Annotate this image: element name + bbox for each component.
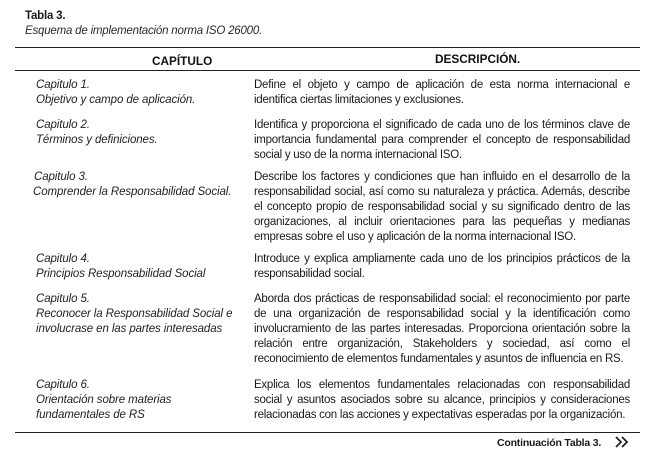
chapter-cell: [33, 378, 245, 423]
chapter-title: Comprender la Responsabilidad Social.: [33, 186, 232, 198]
chapter-number: Capitulo 3.: [34, 171, 88, 183]
chapter-cell: [33, 170, 248, 200]
top-rule: [15, 47, 640, 48]
header-description: DESCRIPCIÓN.: [435, 52, 521, 66]
chapter-title: Principios Responsabilidad Social: [36, 268, 206, 280]
chapter-title: Orientación sobre materias fundamentales de RS: [36, 394, 172, 421]
table-caption: Esquema de implementación norma ISO 26000.: [25, 25, 263, 37]
chapter-number: Capitulo 6.: [36, 379, 90, 391]
chapter-title: Reconocer la Responsabilidad Social e involucrase en las partes interesadas: [36, 308, 233, 335]
description-cell: Identifica y proporciona el significado de cada uno de los términos clave de importancia fundamental para comprender el concepto de responsabilidad social y uso de la norma internacional ISO.: [254, 119, 630, 161]
description-cell: Aborda dos prácticas de responsabilidad social: el reconocimiento por parte de una organización de responsabilidad social y la identificación como involucramiento de las partes interesadas. Proporciona orientación sobre la relación entre organización, Stakeholders y sociedad, así como el reconocimiento de elementos fundamentales y asuntos de influencia en RS.: [254, 293, 630, 365]
chapter-number: Capitulo 4.: [36, 253, 90, 265]
chapter-number: Capitulo 1.: [36, 79, 90, 91]
chapter-number: Capitulo 5.: [36, 293, 90, 305]
chapter-cell: [33, 78, 248, 108]
chapter-number: Capitulo 2.: [36, 119, 90, 131]
chapter-cell: [33, 118, 248, 148]
header-chapter: CAPÍTULO: [152, 54, 213, 68]
header-rule: [15, 70, 640, 71]
chapter-cell: [33, 252, 248, 282]
chapter-cell: [33, 292, 233, 337]
bottom-rule: [15, 432, 640, 433]
chapter-title: Objetivo y campo de aplicación.: [36, 94, 196, 106]
description-cell: Introduce y explica ampliamente cada uno de los principios prácticos de la responsabilidad social.: [254, 253, 630, 280]
description-cell: Describe los factores y condiciones que han influido en el desarrollo de la responsabilidad social, así como su naturaleza y práctica. Además, describe el concepto propio de responsabilidad social y su significado dentro de las organizaciones, al incluir orientaciones para las pequeñas y medianas empresas sobre el uso y aplicación de la norma internacional ISO.: [254, 171, 630, 243]
table-label: Tabla 3.: [25, 10, 66, 22]
continuation-label: Continuación Tabla 3.: [497, 437, 602, 449]
description-cell: Explica los elementos fundamentales relacionadas con responsabilidad social y asuntos asociados sobre su alcance, principios y consideraciones relacionadas con las acciones y expectativas esperadas por la organización.: [254, 379, 630, 421]
chapter-title: Términos y definiciones.: [36, 134, 158, 146]
description-cell: Define el objeto y campo de aplicación de esta norma internacional e identifica ciertas limitaciones y exclusiones.: [254, 79, 630, 106]
double-chevron-right-icon: [614, 435, 630, 452]
